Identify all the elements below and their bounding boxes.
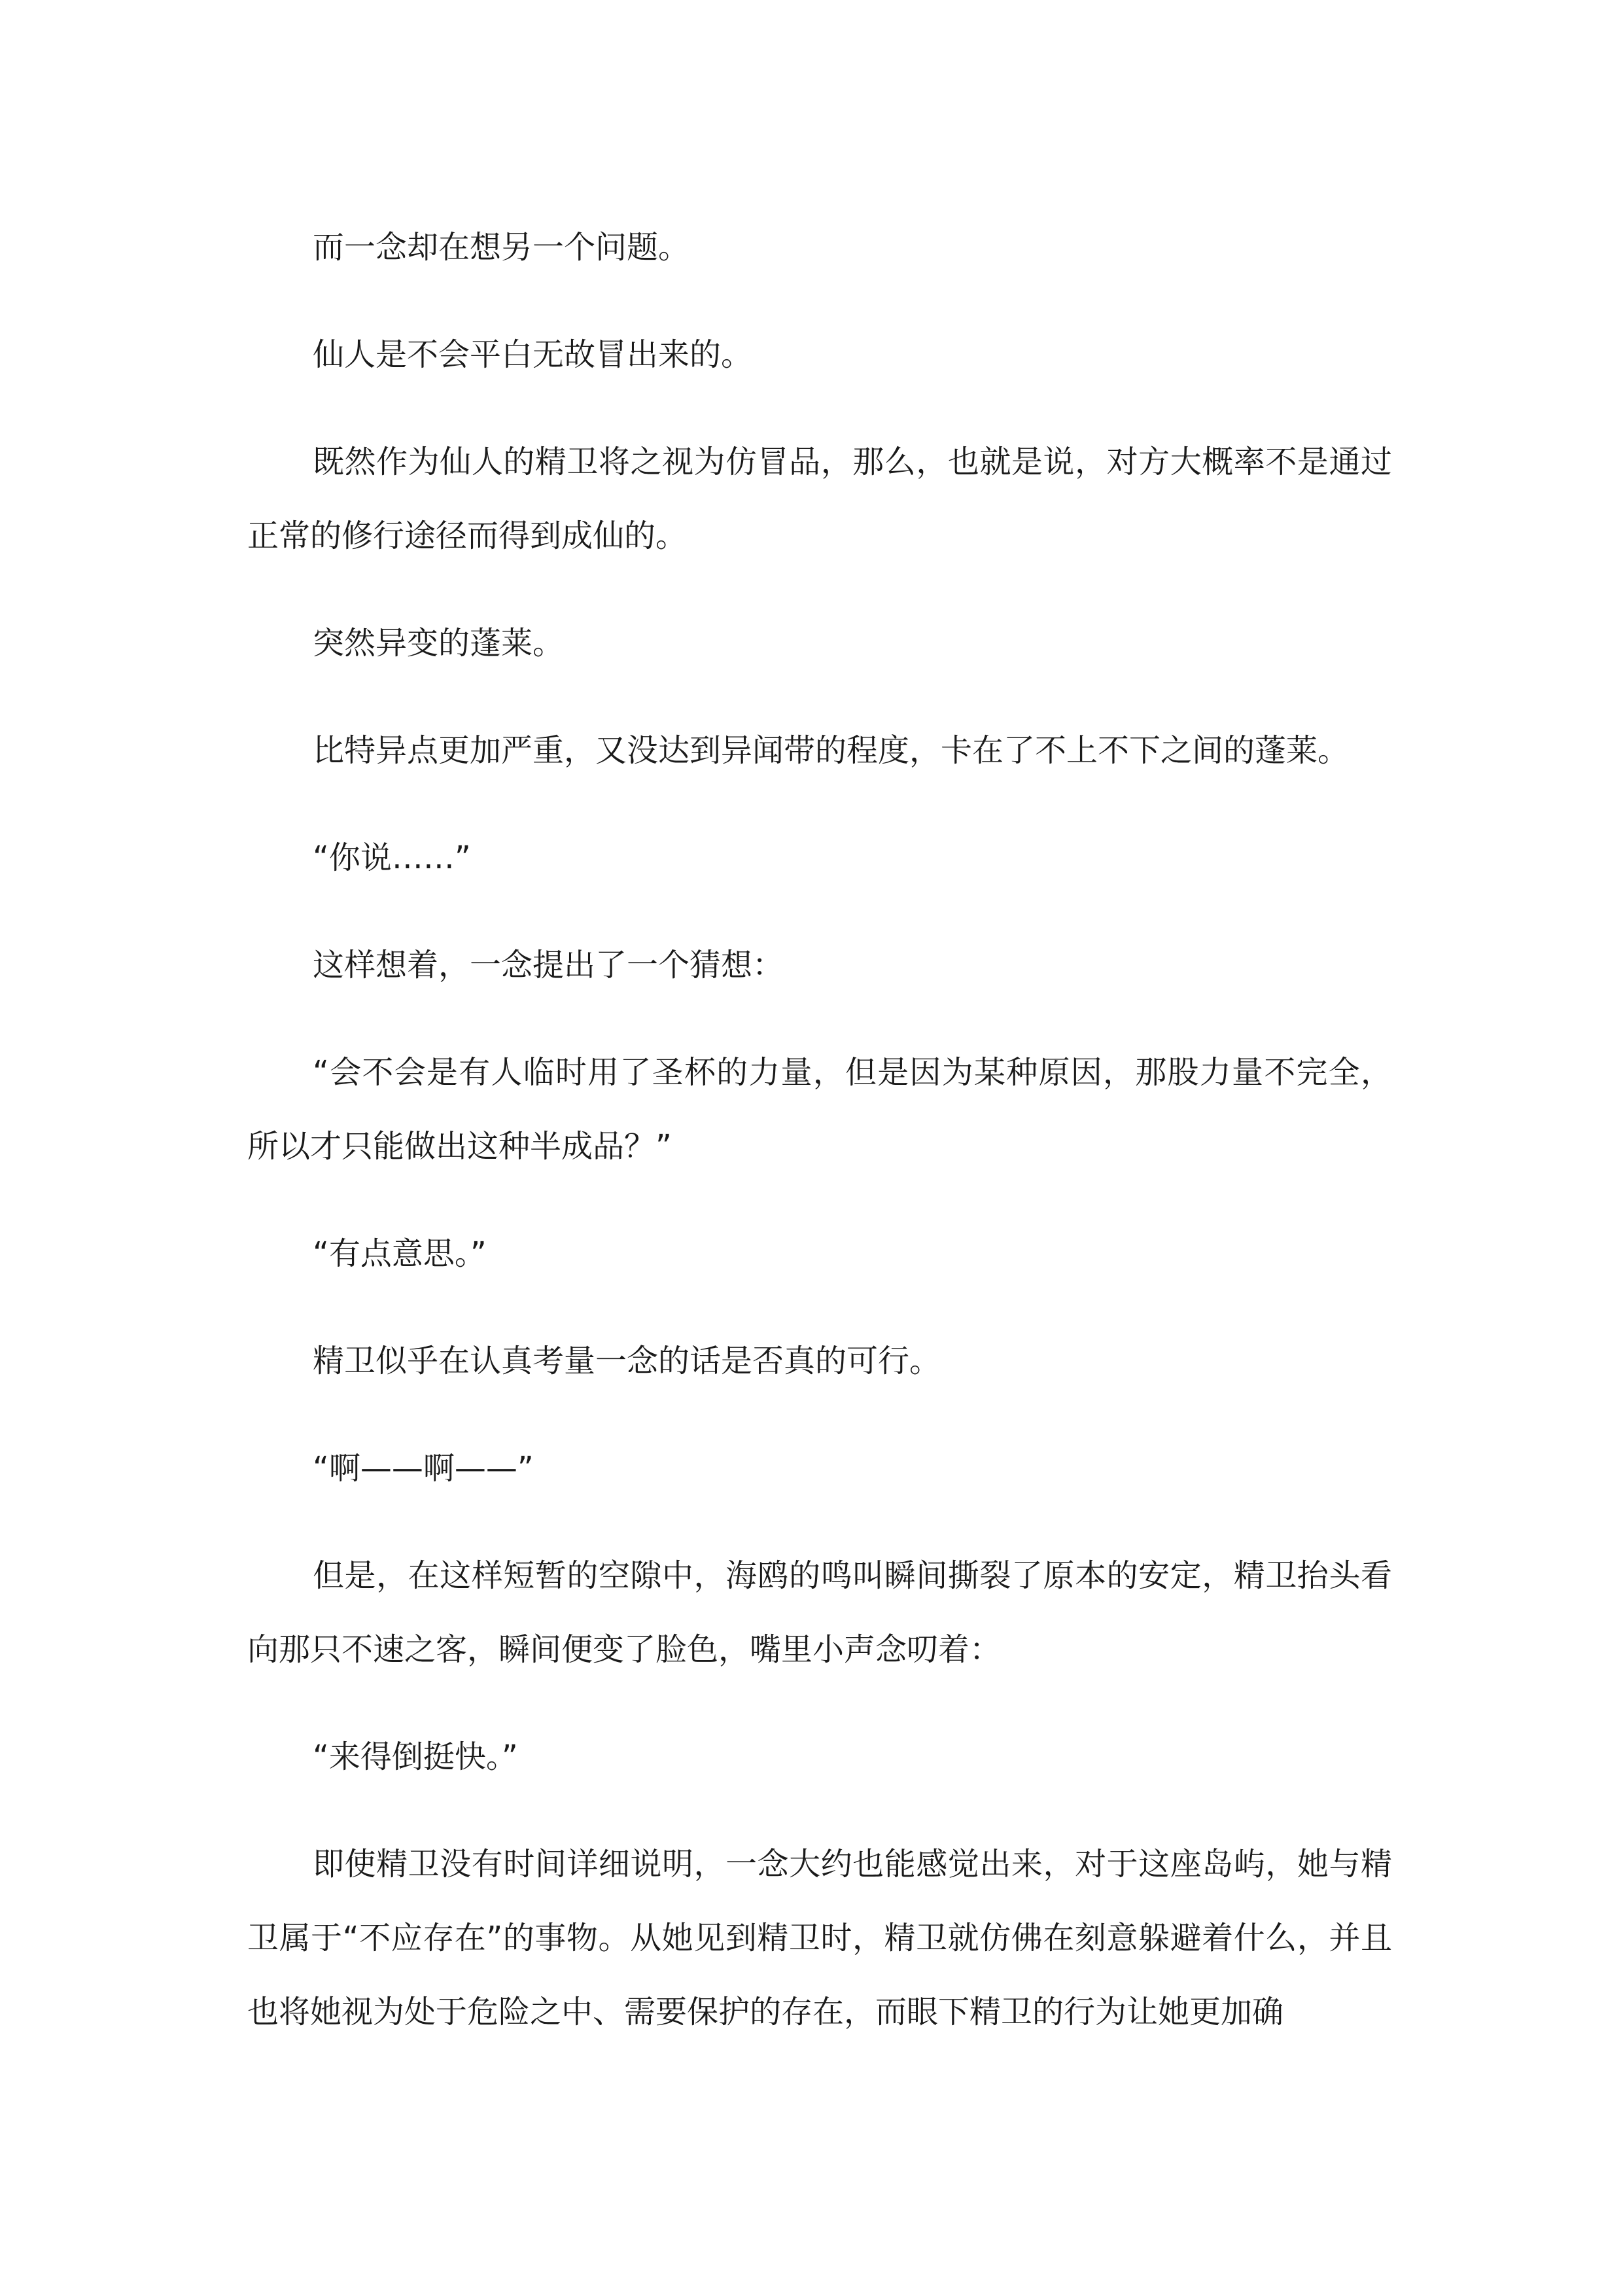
paragraph: 突然异变的蓬莱。 bbox=[313, 625, 565, 662]
paragraph: 比特异点更加严重，又没达到异闻带的程度，卡在了不上不下之间的蓬莱。 bbox=[313, 732, 1350, 769]
paragraph-spacer bbox=[247, 788, 1392, 821]
paragraph-spacer bbox=[247, 285, 1392, 318]
paragraph: “有点意思。” bbox=[313, 1235, 487, 1272]
paragraph-spacer bbox=[247, 1002, 1392, 1036]
paragraph: 而一念却在想另一个问题。 bbox=[313, 229, 690, 266]
paragraph: “你说……” bbox=[313, 839, 471, 876]
paragraph-spacer bbox=[247, 895, 1392, 928]
paragraph: “会不会是有人临时用了圣杯的力量，但是因为某种原因，那股力量不完全，所以才只能做出这种半成品？” bbox=[247, 1054, 1392, 1165]
paragraph-spacer bbox=[247, 1184, 1392, 1217]
paragraph-spacer bbox=[247, 680, 1392, 714]
paragraph: 这样想着，一念提出了一个猜想： bbox=[313, 947, 784, 983]
paragraph-spacer bbox=[247, 1506, 1392, 1539]
paragraph-spacer bbox=[247, 1291, 1392, 1324]
paragraph: 精卫似乎在认真考量一念的话是否真的可行。 bbox=[313, 1343, 941, 1379]
paragraph-spacer bbox=[247, 392, 1392, 425]
paragraph-spacer bbox=[247, 1794, 1392, 1828]
paragraph-spacer bbox=[247, 1398, 1392, 1432]
paragraph: 但是，在这样短暂的空隙中，海鸥的鸣叫瞬间撕裂了原本的安定，精卫抬头看向那只不速之客，瞬间便变了脸色，嘴里小声念叨着： bbox=[247, 1557, 1392, 1668]
document-page bbox=[247, 211, 1392, 2049]
paragraph: 即使精卫没有时间详细说明，一念大约也能感觉出来，对于这座岛屿，她与精卫属于“不应存在”的事物。从她见到精卫时，精卫就仿佛在刻意躲避着什么，并且也将她视为处于危险之中、需要保护的存在，而眼下精卫的行为让她更加确 bbox=[247, 1846, 1392, 2030]
paragraph: “啊——啊——” bbox=[313, 1450, 534, 1487]
paragraph: 既然作为仙人的精卫将之视为仿冒品，那么，也就是说，对方大概率不是通过正常的修行途径而得到成仙的。 bbox=[247, 444, 1392, 554]
paragraph: “来得倒挺快。” bbox=[313, 1739, 518, 1775]
paragraph-spacer bbox=[247, 573, 1392, 607]
paragraph: 仙人是不会平白无故冒出来的。 bbox=[313, 336, 753, 373]
paragraph-spacer bbox=[247, 1687, 1392, 1720]
